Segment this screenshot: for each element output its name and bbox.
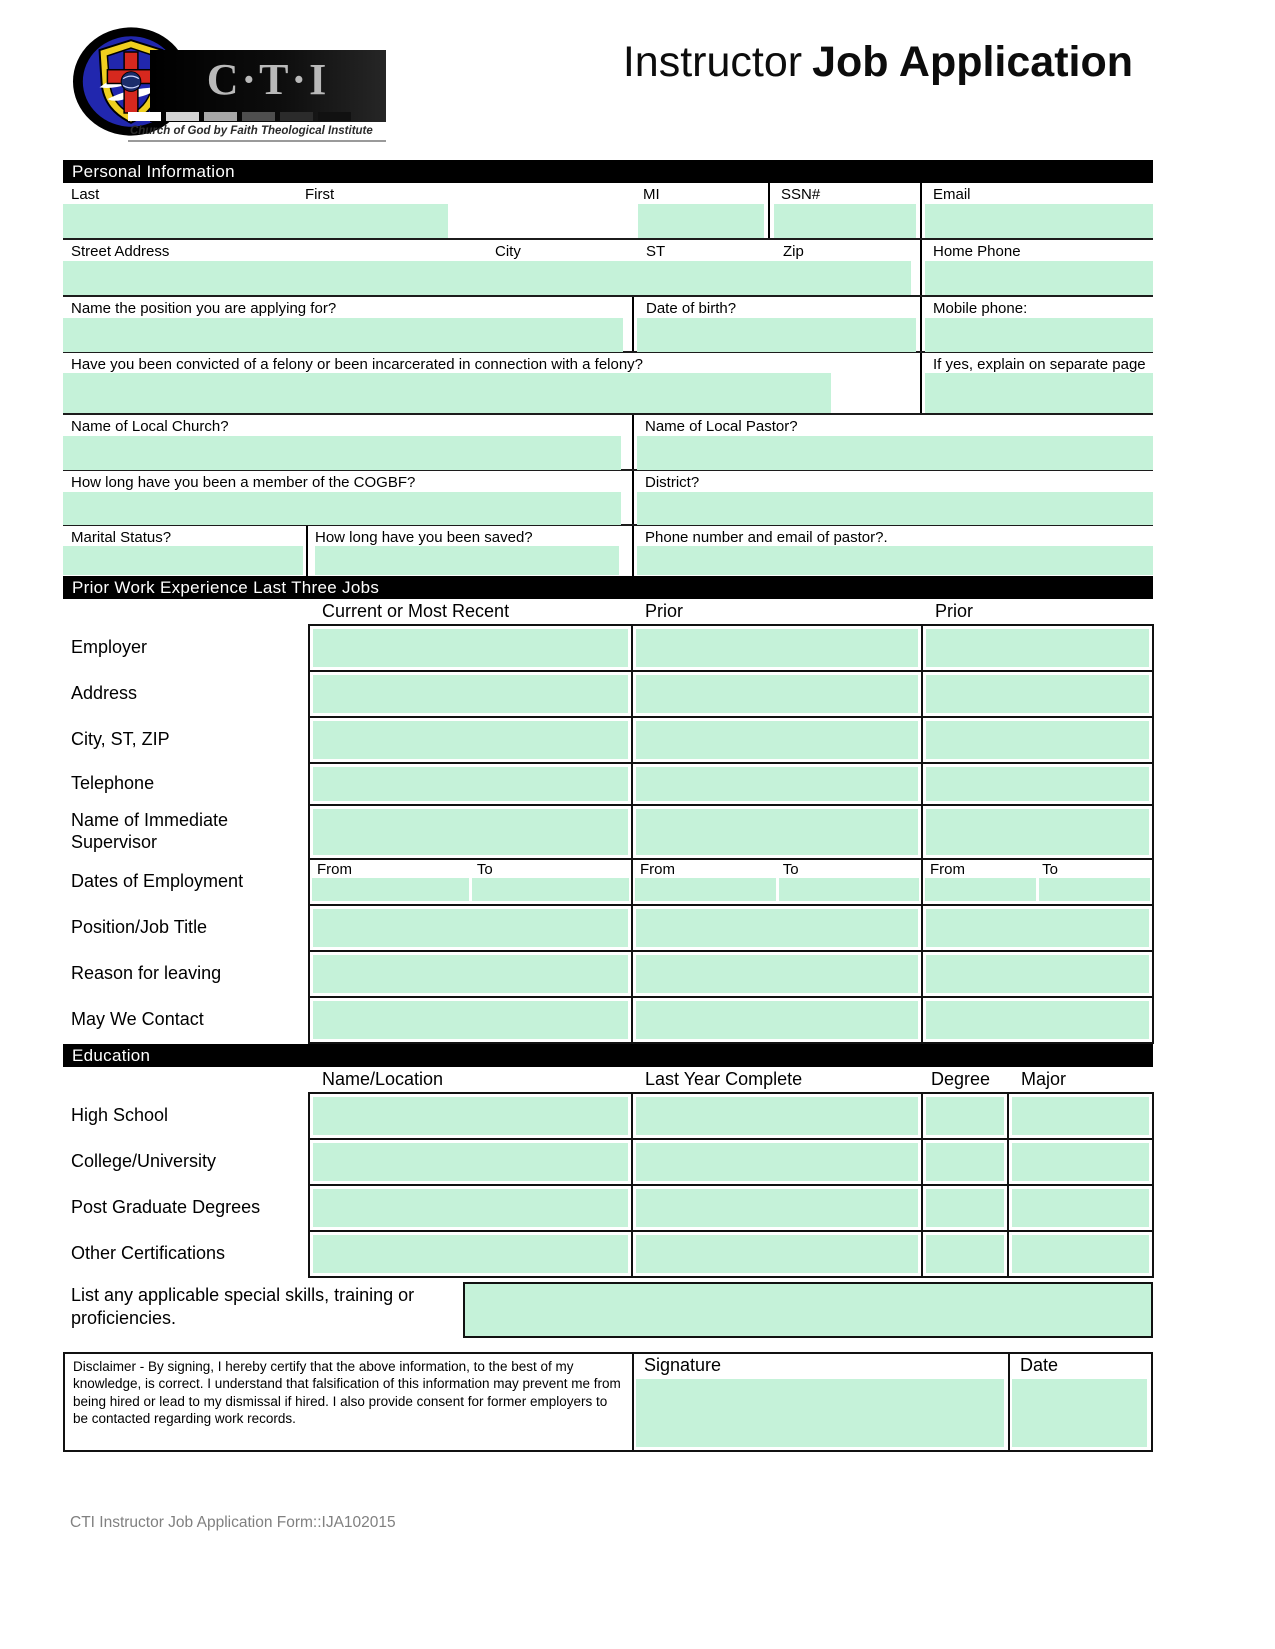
supervisor-prior1-field[interactable] bbox=[636, 809, 918, 855]
pastor-contact-field[interactable] bbox=[637, 546, 1153, 575]
logo-rule bbox=[128, 140, 386, 142]
strip-square bbox=[166, 112, 199, 121]
felony-explain-field[interactable] bbox=[925, 373, 1153, 413]
city-label: City bbox=[495, 243, 521, 260]
ssn-field[interactable] bbox=[774, 204, 916, 238]
local-pastor-label: Name of Local Pastor? bbox=[645, 418, 798, 435]
personal-row-name bbox=[63, 183, 1153, 240]
strip-square bbox=[128, 112, 161, 121]
personal-row-felony bbox=[63, 353, 1153, 415]
page-title bbox=[600, 38, 1133, 87]
employer-current-field[interactable] bbox=[313, 629, 628, 667]
work-col-current-header: Current or Most Recent bbox=[322, 601, 510, 621]
edu-row-postgrad bbox=[63, 1185, 1153, 1231]
work-col-prior2-header: Prior bbox=[935, 601, 974, 621]
edu-col-year-header: Last Year Complete bbox=[645, 1069, 803, 1089]
reason-prior2-field[interactable] bbox=[926, 955, 1149, 993]
divider bbox=[920, 240, 922, 295]
dates-label: Dates of Employment bbox=[71, 871, 244, 892]
cogbf-member-field[interactable] bbox=[63, 492, 621, 525]
last-name-label: Last bbox=[71, 186, 100, 203]
divider bbox=[920, 183, 922, 238]
job-title-label: Position/Job Title bbox=[71, 917, 208, 938]
work-address-prior2-field[interactable] bbox=[926, 675, 1149, 713]
zip-label: Zip bbox=[783, 243, 804, 260]
certs-major-field[interactable] bbox=[1012, 1235, 1149, 1273]
highschool-major-field[interactable] bbox=[1012, 1097, 1149, 1135]
dates-prior2-to-field[interactable] bbox=[1039, 878, 1150, 901]
to-label: To bbox=[476, 861, 493, 878]
pastor-contact-label: Phone number and email of pastor?. bbox=[645, 529, 888, 546]
supervisor-label: Name of Immediate Supervisor bbox=[71, 810, 229, 852]
date-field[interactable] bbox=[1012, 1379, 1147, 1447]
signature-box bbox=[63, 1352, 1153, 1452]
work-city-prior1-field[interactable] bbox=[636, 721, 918, 759]
work-address-prior1-field[interactable] bbox=[636, 675, 918, 713]
high-school-label: High School bbox=[71, 1105, 169, 1126]
dates-current-to-field[interactable] bbox=[472, 878, 629, 901]
cogbf-member-label: How long have you been a member of the COGBF? bbox=[71, 474, 416, 491]
divider bbox=[306, 526, 308, 576]
logo-gradient-strip bbox=[128, 112, 351, 121]
highschool-degree-field[interactable] bbox=[926, 1097, 1004, 1135]
divider bbox=[920, 297, 922, 351]
certs-degree-field[interactable] bbox=[926, 1235, 1004, 1273]
work-row-dates bbox=[63, 859, 1153, 905]
page-title-regular: Instructor bbox=[622, 38, 803, 86]
email-label: Email bbox=[933, 186, 971, 203]
strip-square bbox=[318, 112, 351, 121]
felony-question-label: Have you been convicted of a felony or been incarcerated in connection with a felony? bbox=[71, 356, 644, 373]
supervisor-current-field[interactable] bbox=[313, 809, 628, 855]
work-row-reason bbox=[63, 951, 1153, 997]
local-church-field[interactable] bbox=[63, 436, 621, 470]
saved-label: How long have you been saved? bbox=[315, 529, 533, 546]
form-body bbox=[63, 160, 1153, 1452]
first-name-label: First bbox=[305, 186, 335, 203]
college-degree-field[interactable] bbox=[926, 1143, 1004, 1181]
divider bbox=[632, 471, 634, 524]
highschool-year-field[interactable] bbox=[636, 1097, 918, 1135]
ssn-label: SSN# bbox=[781, 186, 821, 203]
from-label: From bbox=[640, 861, 675, 878]
work-city-label: City, ST, ZIP bbox=[71, 729, 170, 750]
home-phone-field[interactable] bbox=[925, 261, 1153, 295]
special-skills-label: List any applicable special skills, training or proficiencies. bbox=[71, 1285, 415, 1329]
postgrad-label: Post Graduate Degrees bbox=[71, 1197, 261, 1218]
telephone-label: Telephone bbox=[71, 773, 155, 794]
edu-row-college bbox=[63, 1139, 1153, 1185]
edu-col-major-header: Major bbox=[1021, 1069, 1067, 1089]
signature-label: Signature bbox=[644, 1355, 722, 1375]
personal-row-membership bbox=[63, 471, 1153, 526]
education-section-header: Education bbox=[63, 1044, 1153, 1067]
mi-field[interactable] bbox=[638, 204, 764, 238]
work-address-label: Address bbox=[71, 683, 138, 704]
page-title-bold: Job Application bbox=[812, 38, 1133, 86]
email-field[interactable] bbox=[925, 204, 1153, 238]
strip-square bbox=[204, 112, 237, 121]
edu-row-certifications bbox=[63, 1231, 1153, 1277]
mobile-phone-label: Mobile phone: bbox=[933, 300, 1028, 317]
job-title-current-field[interactable] bbox=[313, 909, 628, 947]
from-label: From bbox=[317, 861, 352, 878]
college-name-field[interactable] bbox=[313, 1143, 628, 1181]
may-we-contact-label: May We Contact bbox=[71, 1009, 204, 1030]
work-city-current-field[interactable] bbox=[313, 721, 628, 759]
felony-answer-field[interactable] bbox=[63, 373, 831, 413]
divider bbox=[632, 415, 634, 469]
personal-row-marital bbox=[63, 526, 1153, 576]
date-label: Date bbox=[1020, 1355, 1059, 1375]
telephone-prior2-field[interactable] bbox=[926, 767, 1149, 801]
job-title-prior1-field[interactable] bbox=[636, 909, 918, 947]
dates-prior1-from-field[interactable] bbox=[635, 878, 776, 901]
logo-caption: Church of God by Faith Theological Institute bbox=[130, 125, 373, 137]
dates-prior2-from-field[interactable] bbox=[925, 878, 1036, 901]
telephone-current-field[interactable] bbox=[313, 767, 628, 801]
mobile-phone-field[interactable] bbox=[925, 318, 1153, 352]
form-id-footer: CTI Instructor Job Application Form::IJA102015 bbox=[70, 1514, 396, 1531]
street-address-label: Street Address bbox=[71, 243, 170, 260]
st-label: ST bbox=[646, 243, 666, 260]
strip-square bbox=[280, 112, 313, 121]
telephone-prior1-field[interactable] bbox=[636, 767, 918, 801]
work-section-header: Prior Work Experience Last Three Jobs bbox=[63, 576, 1153, 599]
edu-col-degree-header: Degree bbox=[931, 1069, 991, 1089]
certs-year-field[interactable] bbox=[636, 1235, 918, 1273]
district-field[interactable] bbox=[637, 492, 1153, 525]
job-title-prior2-field[interactable] bbox=[926, 909, 1149, 947]
marital-status-label: Marital Status? bbox=[71, 529, 172, 546]
personal-row-address bbox=[63, 240, 1153, 297]
work-city-prior2-field[interactable] bbox=[926, 721, 1149, 759]
cti-acronym: C·T·I bbox=[206, 55, 330, 104]
mi-label: MI bbox=[643, 186, 660, 203]
personal-section-header: Personal Information bbox=[63, 160, 1153, 183]
college-year-field[interactable] bbox=[636, 1143, 918, 1181]
district-label: District? bbox=[645, 474, 700, 491]
to-label: To bbox=[1042, 861, 1058, 878]
employer-label: Employer bbox=[71, 637, 148, 658]
personal-row-church bbox=[63, 415, 1153, 471]
dates-prior1-to-field[interactable] bbox=[779, 878, 920, 901]
education-table bbox=[63, 1067, 1154, 1278]
contact-prior1-field[interactable] bbox=[636, 1001, 918, 1039]
date-cell bbox=[1008, 1354, 1151, 1450]
signature-cell bbox=[632, 1354, 1008, 1450]
postgrad-major-field[interactable] bbox=[1012, 1189, 1149, 1227]
signature-field[interactable] bbox=[636, 1379, 1004, 1447]
position-label: Name the position you are applying for? bbox=[71, 300, 337, 317]
reason-current-field[interactable] bbox=[313, 955, 628, 993]
local-church-label: Name of Local Church? bbox=[71, 418, 229, 435]
divider bbox=[632, 297, 634, 351]
home-phone-label: Home Phone bbox=[933, 243, 1021, 260]
college-label: College/University bbox=[71, 1151, 217, 1172]
certs-name-field[interactable] bbox=[313, 1235, 628, 1273]
spacer-cell bbox=[63, 1067, 309, 1093]
contact-prior2-field[interactable] bbox=[926, 1001, 1149, 1039]
work-row-city bbox=[63, 717, 1153, 763]
work-row-supervisor bbox=[63, 805, 1153, 859]
divider bbox=[768, 183, 770, 238]
personal-row-position bbox=[63, 297, 1153, 353]
certifications-label: Other Certifications bbox=[71, 1243, 226, 1264]
street-address-field[interactable] bbox=[63, 261, 911, 295]
special-skills-field[interactable] bbox=[463, 1282, 1153, 1338]
edu-row-highschool bbox=[63, 1093, 1153, 1139]
local-pastor-field[interactable] bbox=[637, 436, 1153, 470]
contact-current-field[interactable] bbox=[313, 1001, 628, 1039]
divider bbox=[920, 353, 922, 413]
edu-col-name-header: Name/Location bbox=[322, 1069, 444, 1089]
postgrad-degree-field[interactable] bbox=[926, 1189, 1004, 1227]
postgrad-year-field[interactable] bbox=[636, 1189, 918, 1227]
dob-field[interactable] bbox=[637, 318, 916, 352]
reason-leaving-label: Reason for leaving bbox=[71, 963, 222, 984]
work-row-employer bbox=[63, 625, 1153, 671]
employer-prior1-field[interactable] bbox=[636, 629, 918, 667]
work-row-position bbox=[63, 905, 1153, 951]
divider bbox=[632, 526, 634, 576]
work-address-current-field[interactable] bbox=[313, 675, 628, 713]
position-field[interactable] bbox=[63, 318, 623, 352]
work-col-prior1-header: Prior bbox=[645, 601, 684, 621]
highschool-name-field[interactable] bbox=[313, 1097, 628, 1135]
work-experience-table bbox=[63, 599, 1154, 1044]
postgrad-name-field[interactable] bbox=[313, 1189, 628, 1227]
saved-field[interactable] bbox=[315, 546, 619, 575]
strip-square bbox=[242, 112, 275, 121]
to-label: To bbox=[782, 861, 799, 878]
work-row-contact bbox=[63, 997, 1153, 1043]
from-label: From bbox=[930, 861, 965, 878]
supervisor-prior2-field[interactable] bbox=[926, 809, 1149, 855]
work-row-telephone bbox=[63, 763, 1153, 805]
dob-label: Date of birth? bbox=[646, 300, 737, 317]
work-row-address bbox=[63, 671, 1153, 717]
name-field[interactable] bbox=[63, 204, 448, 238]
reason-prior1-field[interactable] bbox=[636, 955, 918, 993]
employer-prior2-field[interactable] bbox=[926, 629, 1149, 667]
marital-status-field[interactable] bbox=[63, 546, 303, 575]
disclaimer-text: Disclaimer - By signing, I hereby certify that the above information, to the best of my knowledge, is correct. I understand that falsification of this information may prevent me from being hired or lead to my dismissal if hired. I also provide consent for former employers to be contacted regarding work records. bbox=[73, 1359, 621, 1426]
spacer-cell bbox=[63, 599, 309, 625]
felony-explain-label: If yes, explain on separate page bbox=[933, 356, 1146, 373]
dates-current-from-field[interactable] bbox=[312, 878, 469, 901]
college-major-field[interactable] bbox=[1012, 1143, 1149, 1181]
special-skills-row bbox=[63, 1280, 1153, 1338]
